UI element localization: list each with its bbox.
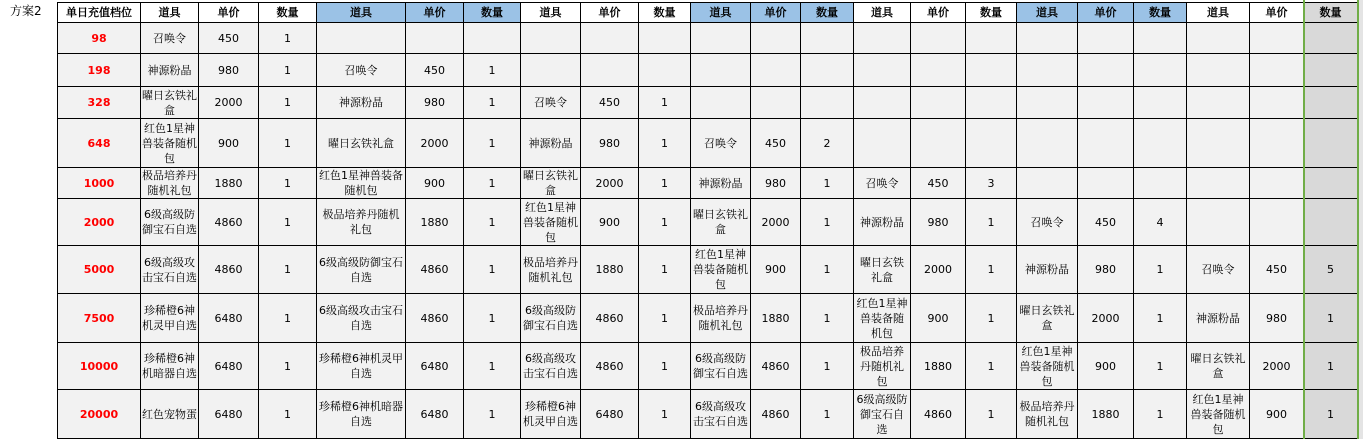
qty-cell[interactable]: 1 bbox=[1304, 343, 1358, 390]
item-cell[interactable]: 曜日玄铁礼盒 bbox=[854, 246, 911, 294]
empty-cell[interactable] bbox=[1017, 87, 1078, 119]
price-cell[interactable]: 2000 bbox=[199, 87, 259, 119]
item-cell[interactable]: 6级高级防御宝石自选 bbox=[854, 390, 911, 439]
empty-cell[interactable] bbox=[801, 87, 854, 119]
item-cell[interactable]: 珍稀橙6神机灵甲自选 bbox=[317, 343, 406, 390]
tier-cell[interactable]: 10000 bbox=[58, 343, 141, 390]
scheme-label[interactable]: 方案2 bbox=[10, 4, 42, 18]
qty-cell[interactable]: 5 bbox=[1304, 246, 1358, 294]
empty-cell[interactable] bbox=[317, 23, 406, 54]
header-price[interactable]: 单价 bbox=[751, 3, 801, 23]
item-cell[interactable]: 神源粉晶 bbox=[854, 199, 911, 246]
qty-cell[interactable]: 1 bbox=[639, 199, 691, 246]
empty-cell[interactable] bbox=[966, 87, 1017, 119]
qty-cell[interactable]: 1 bbox=[1304, 294, 1358, 343]
empty-cell[interactable] bbox=[1134, 119, 1187, 168]
empty-cell[interactable] bbox=[1187, 119, 1250, 168]
tier-cell[interactable]: 5000 bbox=[58, 246, 141, 294]
header-qty[interactable]: 数量 bbox=[639, 3, 691, 23]
qty-cell[interactable]: 1 bbox=[639, 294, 691, 343]
empty-cell[interactable] bbox=[1017, 119, 1078, 168]
header-price[interactable]: 单价 bbox=[199, 3, 259, 23]
empty-cell[interactable] bbox=[1304, 87, 1358, 119]
qty-cell[interactable]: 1 bbox=[801, 390, 854, 439]
price-cell[interactable]: 6480 bbox=[406, 343, 464, 390]
empty-cell[interactable] bbox=[1187, 168, 1250, 199]
price-cell[interactable]: 1880 bbox=[406, 199, 464, 246]
empty-cell[interactable] bbox=[521, 54, 581, 87]
empty-cell[interactable] bbox=[1078, 87, 1134, 119]
item-cell[interactable]: 神源粉晶 bbox=[317, 87, 406, 119]
item-cell[interactable]: 召唤令 bbox=[854, 168, 911, 199]
item-cell[interactable]: 神源粉晶 bbox=[1187, 294, 1250, 343]
empty-cell[interactable] bbox=[464, 23, 521, 54]
price-cell[interactable]: 1880 bbox=[1078, 390, 1134, 439]
price-cell[interactable]: 2000 bbox=[911, 246, 966, 294]
tier-cell[interactable]: 1000 bbox=[58, 168, 141, 199]
empty-cell[interactable] bbox=[751, 54, 801, 87]
header-price[interactable]: 单价 bbox=[1250, 3, 1304, 23]
price-cell[interactable]: 1880 bbox=[911, 343, 966, 390]
header-price[interactable]: 单价 bbox=[581, 3, 639, 23]
item-cell[interactable]: 6级高级攻击宝石自选 bbox=[691, 390, 751, 439]
price-cell[interactable]: 980 bbox=[1250, 294, 1304, 343]
qty-cell[interactable]: 1 bbox=[259, 23, 317, 54]
qty-cell[interactable]: 1 bbox=[639, 119, 691, 168]
price-cell[interactable]: 900 bbox=[581, 199, 639, 246]
price-cell[interactable]: 450 bbox=[581, 87, 639, 119]
qty-cell[interactable]: 1 bbox=[801, 246, 854, 294]
tier-cell[interactable]: 328 bbox=[58, 87, 141, 119]
price-cell[interactable]: 4860 bbox=[581, 294, 639, 343]
qty-cell[interactable]: 1 bbox=[259, 390, 317, 439]
qty-cell[interactable]: 1 bbox=[464, 54, 521, 87]
price-cell[interactable]: 6480 bbox=[199, 390, 259, 439]
item-cell[interactable]: 神源粉晶 bbox=[141, 54, 199, 87]
empty-cell[interactable] bbox=[581, 23, 639, 54]
item-cell[interactable]: 曜日玄铁礼盒 bbox=[317, 119, 406, 168]
item-cell[interactable]: 6级高级攻击宝石自选 bbox=[141, 246, 199, 294]
tier-cell[interactable]: 2000 bbox=[58, 199, 141, 246]
qty-cell[interactable]: 1 bbox=[1134, 343, 1187, 390]
next-column-edge bbox=[1359, 0, 1363, 439]
empty-cell[interactable] bbox=[1250, 54, 1304, 87]
tier-cell[interactable]: 98 bbox=[58, 23, 141, 54]
item-cell[interactable]: 曜日玄铁礼盒 bbox=[691, 199, 751, 246]
empty-cell[interactable] bbox=[1078, 54, 1134, 87]
price-cell[interactable]: 450 bbox=[751, 119, 801, 168]
header-item[interactable]: 道具 bbox=[691, 3, 751, 23]
qty-cell[interactable]: 4 bbox=[1134, 199, 1187, 246]
item-cell[interactable]: 极品培养丹随机礼包 bbox=[1017, 390, 1078, 439]
price-cell[interactable]: 2000 bbox=[1078, 294, 1134, 343]
empty-cell[interactable] bbox=[854, 87, 911, 119]
item-cell[interactable]: 6级高级攻击宝石自选 bbox=[317, 294, 406, 343]
item-cell[interactable]: 曜日玄铁礼盒 bbox=[1187, 343, 1250, 390]
recharge-tier-table bbox=[57, 2, 1358, 439]
price-cell[interactable]: 900 bbox=[1250, 390, 1304, 439]
empty-cell[interactable] bbox=[1304, 199, 1358, 246]
empty-cell[interactable] bbox=[751, 23, 801, 54]
price-cell[interactable]: 900 bbox=[911, 294, 966, 343]
empty-cell[interactable] bbox=[691, 87, 751, 119]
empty-cell[interactable] bbox=[1017, 23, 1078, 54]
empty-cell[interactable] bbox=[966, 119, 1017, 168]
item-cell[interactable]: 神源粉晶 bbox=[1017, 246, 1078, 294]
empty-cell[interactable] bbox=[581, 54, 639, 87]
empty-cell[interactable] bbox=[691, 23, 751, 54]
qty-cell[interactable]: 1 bbox=[966, 390, 1017, 439]
header-price[interactable]: 单价 bbox=[406, 3, 464, 23]
header-item[interactable]: 道具 bbox=[854, 3, 911, 23]
item-cell[interactable]: 红色1星神兽装备随机包 bbox=[1187, 390, 1250, 439]
price-cell[interactable]: 1880 bbox=[199, 168, 259, 199]
item-cell[interactable]: 红色1星神兽装备随机包 bbox=[141, 119, 199, 168]
empty-cell[interactable] bbox=[751, 87, 801, 119]
price-cell[interactable]: 980 bbox=[406, 87, 464, 119]
qty-cell[interactable]: 3 bbox=[966, 168, 1017, 199]
qty-cell[interactable]: 1 bbox=[966, 199, 1017, 246]
header-qty[interactable]: 数量 bbox=[966, 3, 1017, 23]
empty-cell[interactable] bbox=[1017, 168, 1078, 199]
item-cell[interactable]: 红色1星神兽装备随机包 bbox=[691, 246, 751, 294]
header-item[interactable]: 道具 bbox=[1017, 3, 1078, 23]
empty-cell[interactable] bbox=[1304, 23, 1358, 54]
header-qty[interactable]: 数量 bbox=[801, 3, 854, 23]
price-cell[interactable]: 4860 bbox=[751, 343, 801, 390]
item-cell[interactable]: 红色1星神兽装备随机包 bbox=[1017, 343, 1078, 390]
item-cell[interactable]: 召唤令 bbox=[141, 23, 199, 54]
item-cell[interactable]: 极品培养丹随机礼包 bbox=[521, 246, 581, 294]
qty-cell[interactable]: 1 bbox=[966, 343, 1017, 390]
header-item[interactable]: 道具 bbox=[317, 3, 406, 23]
item-cell[interactable]: 珍稀橙6神机暗器自选 bbox=[141, 343, 199, 390]
qty-cell[interactable]: 2 bbox=[801, 119, 854, 168]
empty-cell[interactable] bbox=[1134, 168, 1187, 199]
item-cell[interactable]: 曜日玄铁礼盒 bbox=[141, 87, 199, 119]
qty-cell[interactable]: 1 bbox=[464, 294, 521, 343]
item-cell[interactable]: 曜日玄铁礼盒 bbox=[1017, 294, 1078, 343]
price-cell[interactable]: 4860 bbox=[581, 343, 639, 390]
qty-cell[interactable]: 1 bbox=[1304, 390, 1358, 439]
price-cell[interactable]: 4860 bbox=[911, 390, 966, 439]
qty-cell[interactable]: 1 bbox=[259, 343, 317, 390]
price-cell[interactable]: 450 bbox=[406, 54, 464, 87]
qty-cell[interactable]: 1 bbox=[801, 294, 854, 343]
item-cell[interactable]: 珍稀橙6神机灵甲自选 bbox=[141, 294, 199, 343]
item-cell[interactable]: 极品培养丹随机礼包 bbox=[854, 343, 911, 390]
price-cell[interactable]: 980 bbox=[581, 119, 639, 168]
price-cell[interactable]: 6480 bbox=[406, 390, 464, 439]
empty-cell[interactable] bbox=[691, 54, 751, 87]
price-cell[interactable]: 900 bbox=[406, 168, 464, 199]
empty-cell[interactable] bbox=[521, 23, 581, 54]
tier-cell[interactable]: 648 bbox=[58, 119, 141, 168]
empty-cell[interactable] bbox=[801, 23, 854, 54]
item-cell[interactable]: 红色宠物蛋 bbox=[141, 390, 199, 439]
price-cell[interactable]: 2000 bbox=[751, 199, 801, 246]
price-cell[interactable]: 6480 bbox=[199, 343, 259, 390]
price-cell[interactable]: 450 bbox=[1250, 246, 1304, 294]
qty-cell[interactable]: 1 bbox=[1134, 246, 1187, 294]
qty-cell[interactable]: 1 bbox=[259, 199, 317, 246]
empty-cell[interactable] bbox=[1304, 168, 1358, 199]
empty-cell[interactable] bbox=[1134, 23, 1187, 54]
price-cell[interactable]: 980 bbox=[751, 168, 801, 199]
empty-cell[interactable] bbox=[854, 119, 911, 168]
item-cell[interactable]: 6级高级防御宝石自选 bbox=[141, 199, 199, 246]
empty-cell[interactable] bbox=[911, 23, 966, 54]
price-cell[interactable]: 4860 bbox=[199, 246, 259, 294]
qty-cell[interactable]: 1 bbox=[259, 246, 317, 294]
price-cell[interactable]: 4860 bbox=[751, 390, 801, 439]
empty-cell[interactable] bbox=[966, 23, 1017, 54]
price-cell[interactable]: 2000 bbox=[406, 119, 464, 168]
empty-cell[interactable] bbox=[911, 119, 966, 168]
qty-cell[interactable]: 1 bbox=[464, 168, 521, 199]
qty-cell[interactable]: 1 bbox=[639, 343, 691, 390]
empty-cell[interactable] bbox=[1250, 119, 1304, 168]
price-cell[interactable]: 980 bbox=[1078, 246, 1134, 294]
empty-cell[interactable] bbox=[801, 54, 854, 87]
tier-cell[interactable]: 198 bbox=[58, 54, 141, 87]
empty-cell[interactable] bbox=[639, 23, 691, 54]
header-item[interactable]: 道具 bbox=[1187, 3, 1250, 23]
header-qty[interactable]: 数量 bbox=[1134, 3, 1187, 23]
item-cell[interactable]: 曜日玄铁礼盒 bbox=[521, 168, 581, 199]
price-cell[interactable]: 2000 bbox=[581, 168, 639, 199]
header-qty[interactable]: 数量 bbox=[259, 3, 317, 23]
item-cell[interactable]: 召唤令 bbox=[1017, 199, 1078, 246]
qty-cell[interactable]: 1 bbox=[639, 168, 691, 199]
tier-cell[interactable]: 20000 bbox=[58, 390, 141, 439]
item-cell[interactable]: 红色1星神兽装备随机包 bbox=[317, 168, 406, 199]
price-cell[interactable]: 980 bbox=[911, 199, 966, 246]
empty-cell[interactable] bbox=[1250, 199, 1304, 246]
qty-cell[interactable]: 1 bbox=[464, 199, 521, 246]
price-cell[interactable]: 2000 bbox=[1250, 343, 1304, 390]
qty-cell[interactable]: 1 bbox=[259, 168, 317, 199]
empty-cell[interactable] bbox=[911, 54, 966, 87]
price-cell[interactable]: 6480 bbox=[199, 294, 259, 343]
header-price[interactable]: 单价 bbox=[1078, 3, 1134, 23]
price-cell[interactable]: 1880 bbox=[581, 246, 639, 294]
empty-cell[interactable] bbox=[1078, 119, 1134, 168]
qty-cell[interactable]: 1 bbox=[639, 390, 691, 439]
item-cell[interactable]: 召唤令 bbox=[521, 87, 581, 119]
qty-cell[interactable]: 1 bbox=[1134, 390, 1187, 439]
header-qty[interactable]: 数量 bbox=[1304, 3, 1358, 23]
qty-cell[interactable]: 1 bbox=[639, 246, 691, 294]
empty-cell[interactable] bbox=[639, 54, 691, 87]
qty-cell[interactable]: 1 bbox=[464, 87, 521, 119]
item-cell[interactable]: 召唤令 bbox=[691, 119, 751, 168]
qty-cell[interactable]: 1 bbox=[464, 343, 521, 390]
qty-cell[interactable]: 1 bbox=[259, 54, 317, 87]
qty-cell[interactable]: 1 bbox=[801, 199, 854, 246]
qty-cell[interactable]: 1 bbox=[801, 168, 854, 199]
qty-cell[interactable]: 1 bbox=[464, 119, 521, 168]
item-cell[interactable]: 珍稀橙6神机暗器自选 bbox=[317, 390, 406, 439]
price-cell[interactable]: 4860 bbox=[406, 246, 464, 294]
header-tier[interactable]: 单日充值档位 bbox=[58, 3, 141, 23]
qty-cell[interactable]: 1 bbox=[1134, 294, 1187, 343]
header-item[interactable]: 道具 bbox=[141, 3, 199, 23]
item-cell[interactable]: 6级高级防御宝石自选 bbox=[521, 294, 581, 343]
header-qty[interactable]: 数量 bbox=[464, 3, 521, 23]
price-cell[interactable]: 900 bbox=[199, 119, 259, 168]
header-price[interactable]: 单价 bbox=[911, 3, 966, 23]
item-cell[interactable]: 召唤令 bbox=[317, 54, 406, 87]
item-cell[interactable]: 召唤令 bbox=[1187, 246, 1250, 294]
qty-cell[interactable]: 1 bbox=[259, 87, 317, 119]
empty-cell[interactable] bbox=[966, 54, 1017, 87]
empty-cell[interactable] bbox=[854, 54, 911, 87]
empty-cell[interactable] bbox=[1017, 54, 1078, 87]
qty-cell[interactable]: 1 bbox=[259, 294, 317, 343]
price-cell[interactable]: 4860 bbox=[199, 199, 259, 246]
empty-cell[interactable] bbox=[1250, 23, 1304, 54]
price-cell[interactable]: 980 bbox=[199, 54, 259, 87]
item-cell[interactable]: 极品培养丹随机礼包 bbox=[317, 199, 406, 246]
price-cell[interactable]: 1880 bbox=[751, 294, 801, 343]
price-cell[interactable]: 4860 bbox=[406, 294, 464, 343]
empty-cell[interactable] bbox=[1078, 23, 1134, 54]
empty-cell[interactable] bbox=[1134, 87, 1187, 119]
empty-cell[interactable] bbox=[1134, 54, 1187, 87]
tier-cell[interactable]: 7500 bbox=[58, 294, 141, 343]
empty-cell[interactable] bbox=[1187, 23, 1250, 54]
empty-cell[interactable] bbox=[1304, 54, 1358, 87]
item-cell[interactable]: 6级高级防御宝石自选 bbox=[691, 343, 751, 390]
item-cell[interactable]: 珍稀橙6神机灵甲自选 bbox=[521, 390, 581, 439]
item-cell[interactable]: 红色1星神兽装备随机包 bbox=[854, 294, 911, 343]
item-cell[interactable]: 极品培养丹随机礼包 bbox=[142, 169, 197, 197]
empty-cell[interactable] bbox=[1250, 87, 1304, 119]
qty-cell[interactable]: 1 bbox=[639, 87, 691, 119]
empty-cell[interactable] bbox=[911, 87, 966, 119]
price-cell[interactable]: 900 bbox=[751, 246, 801, 294]
item-cell[interactable]: 6级高级防御宝石自选 bbox=[317, 246, 406, 294]
item-cell[interactable]: 神源粉晶 bbox=[521, 119, 581, 168]
empty-cell[interactable] bbox=[1304, 119, 1358, 168]
qty-cell[interactable]: 1 bbox=[966, 294, 1017, 343]
item-cell[interactable]: 6级高级攻击宝石自选 bbox=[521, 343, 581, 390]
qty-cell[interactable]: 1 bbox=[259, 119, 317, 168]
empty-cell[interactable] bbox=[1187, 87, 1250, 119]
price-cell[interactable]: 900 bbox=[1078, 343, 1134, 390]
empty-cell[interactable] bbox=[854, 23, 911, 54]
price-cell[interactable]: 450 bbox=[1078, 199, 1134, 246]
empty-cell[interactable] bbox=[1250, 168, 1304, 199]
empty-cell[interactable] bbox=[1187, 199, 1250, 246]
qty-cell[interactable]: 1 bbox=[464, 246, 521, 294]
price-cell[interactable]: 450 bbox=[911, 168, 966, 199]
item-cell[interactable]: 神源粉晶 bbox=[691, 168, 751, 199]
qty-cell[interactable]: 1 bbox=[464, 390, 521, 439]
empty-cell[interactable] bbox=[1187, 54, 1250, 87]
price-cell[interactable]: 450 bbox=[199, 23, 259, 54]
empty-cell[interactable] bbox=[1078, 168, 1134, 199]
header-item[interactable]: 道具 bbox=[521, 3, 581, 23]
item-cell[interactable]: 极品培养丹随机礼包 bbox=[691, 294, 751, 343]
qty-cell[interactable]: 1 bbox=[801, 343, 854, 390]
empty-cell[interactable] bbox=[406, 23, 464, 54]
qty-cell[interactable]: 1 bbox=[966, 246, 1017, 294]
item-cell[interactable]: 红色1星神兽装备随机包 bbox=[521, 199, 581, 246]
price-cell[interactable]: 6480 bbox=[581, 390, 639, 439]
